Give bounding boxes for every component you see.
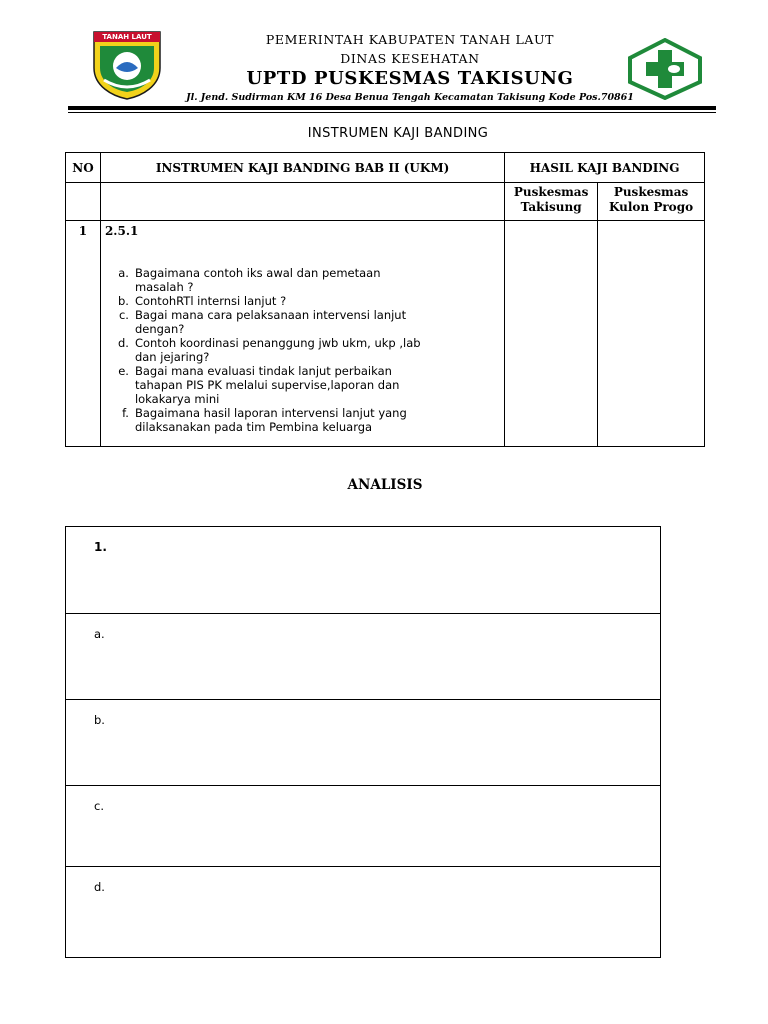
subheader-takisung-line1: Puskesmas [513, 185, 589, 199]
analysis-row[interactable]: c. [66, 785, 660, 866]
analysis-row[interactable]: b. [66, 699, 660, 785]
question-list [105, 266, 500, 434]
list-item: e. Bagai mana evaluasi tindak lanjut perbaikan tahapan PIS PK melalui supervise,laporan dan lokakarya mini [118, 364, 400, 406]
regency-crest-icon [90, 28, 164, 100]
subheader-empty [100, 183, 504, 221]
result-cell-kulonprogo[interactable] [598, 221, 705, 447]
analysis-box [65, 526, 661, 958]
col-header-instrument: INSTRUMEN KAJI BANDING BAB II (UKM) [100, 153, 504, 183]
agency-name: DINAS KESEHATAN [340, 51, 480, 66]
col-header-no: NO [66, 153, 101, 183]
instrument-code: 2.5.1 [104, 224, 139, 238]
analysis-row[interactable]: d. [66, 866, 660, 957]
instrument-table [65, 152, 705, 447]
list-item: a. Bagaimana contoh iks awal dan pemetaan masalah ? [118, 266, 381, 294]
government-name: PEMERINTAH KABUPATEN TANAH LAUT [265, 32, 555, 47]
list-item: c. Bagai mana cara pelaksanaan intervensi lanjut dengan? [118, 308, 407, 336]
row-number: 1 [66, 221, 101, 447]
analysis-row[interactable]: a. [66, 613, 660, 699]
logo-label: TANAH LAUT [102, 33, 152, 41]
subheader-kulonprogo-line1: Puskesmas [613, 185, 689, 199]
col-header-result: HASIL KAJI BANDING [505, 153, 705, 183]
subheader-kulonprogo-line2: Kulon Progo [608, 200, 694, 214]
document-title: INSTRUMEN KAJI BANDING [307, 126, 489, 141]
instrument-cell [100, 221, 504, 447]
subheader-takisung-line2: Takisung [520, 200, 582, 214]
subheader-takisung [505, 183, 598, 221]
header-rule-thick [68, 106, 716, 110]
institution-name: UPTD PUSKESMAS TAKISUNG [246, 68, 574, 89]
subheader-empty [66, 183, 101, 221]
analysis-row[interactable]: 1. [94, 540, 107, 554]
list-item: d. Contoh koordinasi penanggung jwb ukm, ukp ,lab dan jejaring? [117, 336, 421, 364]
list-item: b. ContohRTl internsi lanjut ? [117, 294, 287, 308]
header-rule-thin [68, 112, 716, 113]
list-item: f. Bagaimana hasil laporan intervensi lanjut yang dilaksanakan pada tim Pembina keluarga [122, 406, 407, 434]
subheader-kulonprogo [598, 183, 705, 221]
address: Jl. Jend. Sudirman KM 16 Desa Benua Tengah Kecamatan Takisung Kode Pos.70861 [186, 92, 634, 103]
analysis-heading: ANALISIS [347, 477, 423, 493]
result-cell-takisung[interactable] [505, 221, 598, 447]
